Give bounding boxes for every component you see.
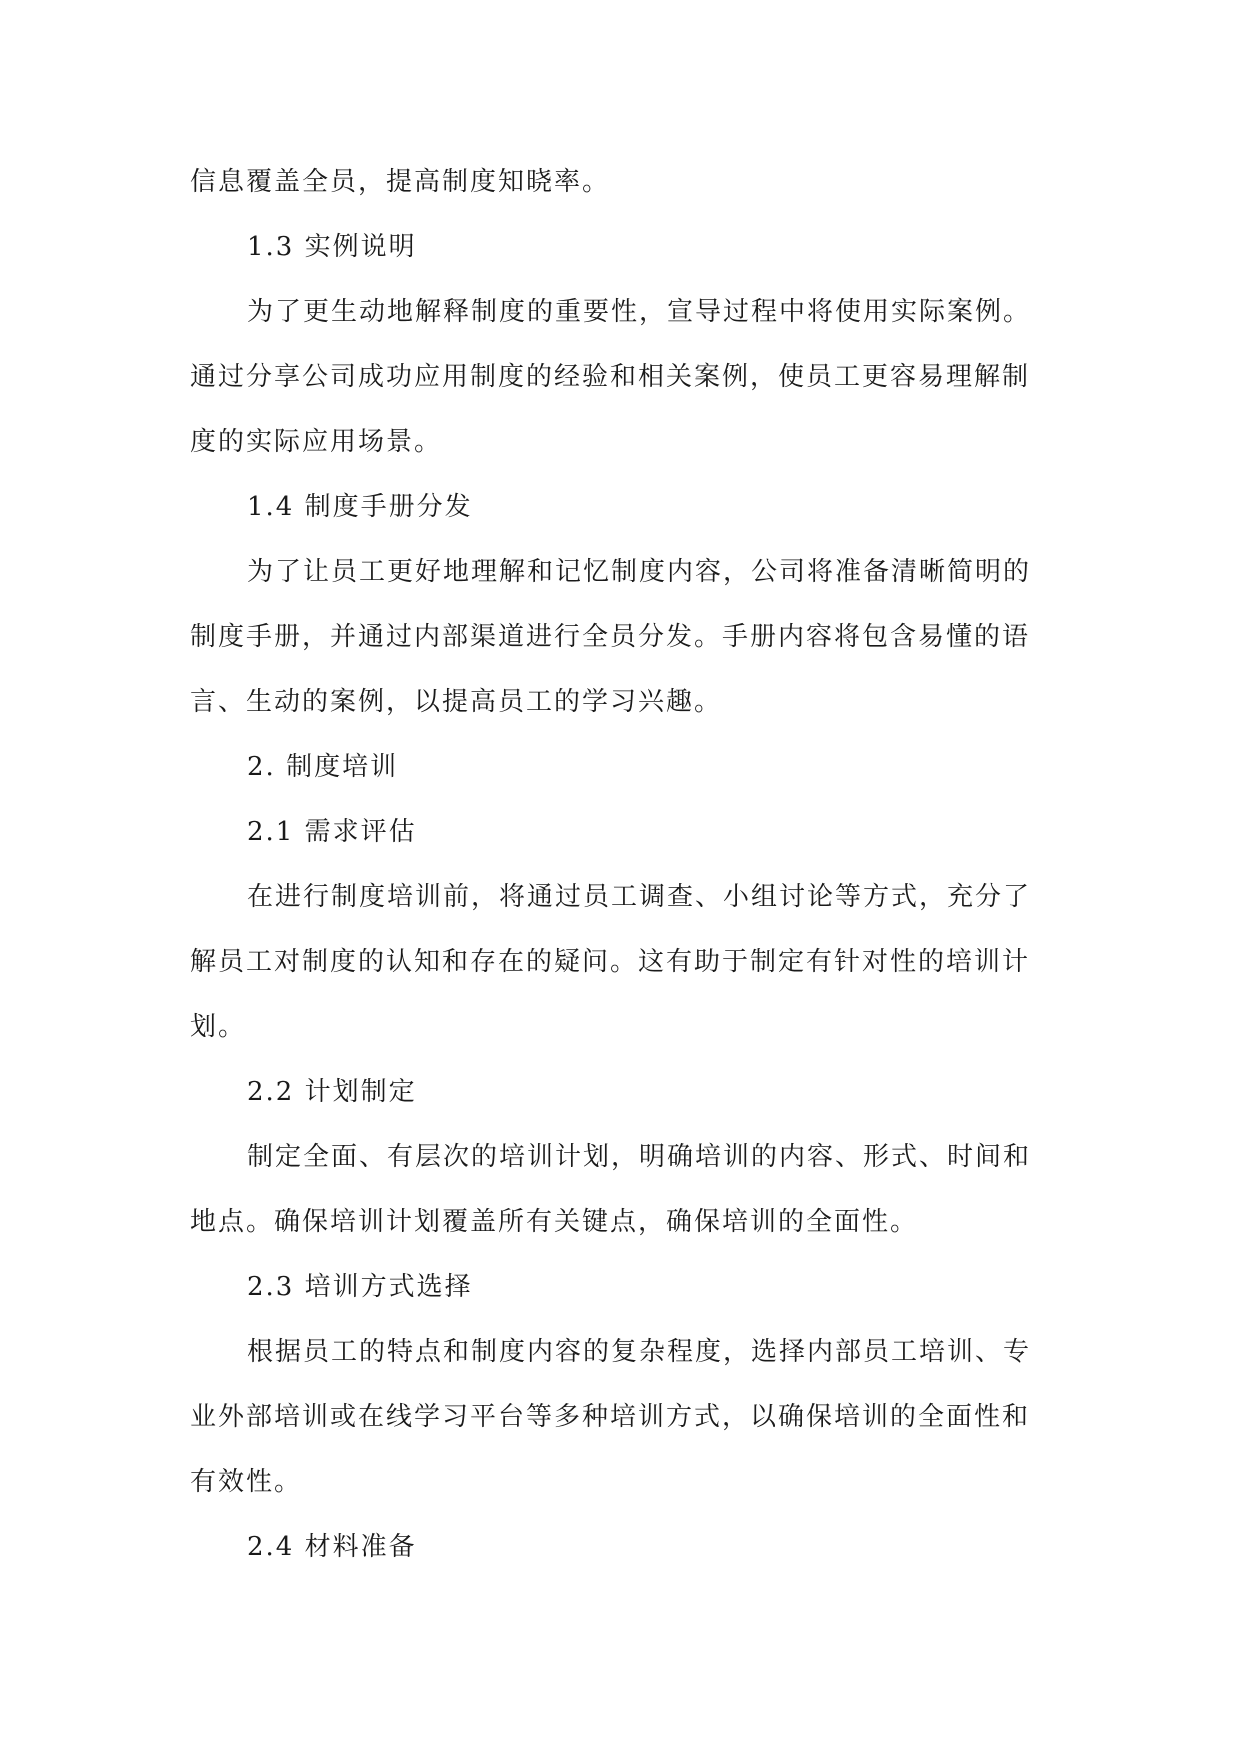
section-heading: 2.4 材料准备 [247, 1532, 417, 1562]
section-heading: 2.2 计划制定 [247, 1077, 417, 1107]
paragraph-line: 度的实际应用场景。 [190, 427, 443, 457]
section-heading: 1.3 实例说明 [247, 232, 417, 262]
paragraph-line: 业外部培训或在线学习平台等多种培训方式，以确保培训的全面性和 [190, 1402, 1031, 1432]
section-heading: 2.1 需求评估 [247, 817, 417, 847]
paragraph-line: 地点。确保培训计划覆盖所有关键点，确保培训的全面性。 [190, 1207, 919, 1237]
paragraph-line: 解员工对制度的认知和存在的疑问。这有助于制定有针对性的培训计 [190, 947, 1031, 977]
paragraph-line: 为了更生动地解释制度的重要性，宣导过程中将使用实际案例。 [247, 297, 1032, 327]
document-body [190, 150, 1070, 1580]
paragraph-line: 信息覆盖全员，提高制度知晓率。 [190, 167, 611, 197]
paragraph-line: 在进行制度培训前，将通过员工调查、小组讨论等方式，充分了 [247, 882, 1032, 912]
chapter-heading: 2. 制度培训 [247, 752, 399, 782]
paragraph-line: 有效性。 [190, 1467, 303, 1497]
paragraph-line: 为了让员工更好地理解和记忆制度内容，公司将准备清晰简明的 [247, 557, 1032, 587]
paragraph-line: 言、生动的案例，以提高员工的学习兴趣。 [190, 687, 723, 717]
paragraph-line: 划。 [190, 1012, 247, 1042]
paragraph-line: 制定全面、有层次的培训计划，明确培训的内容、形式、时间和 [247, 1142, 1032, 1172]
paragraph-line: 通过分享公司成功应用制度的经验和相关案例，使员工更容易理解制 [190, 362, 1031, 392]
section-heading: 1.4 制度手册分发 [247, 492, 473, 522]
paragraph-line: 根据员工的特点和制度内容的复杂程度，选择内部员工培训、专 [247, 1337, 1032, 1367]
paragraph-line: 制度手册，并通过内部渠道进行全员分发。手册内容将包含易懂的语 [190, 622, 1031, 652]
section-heading: 2.3 培训方式选择 [247, 1272, 473, 1302]
